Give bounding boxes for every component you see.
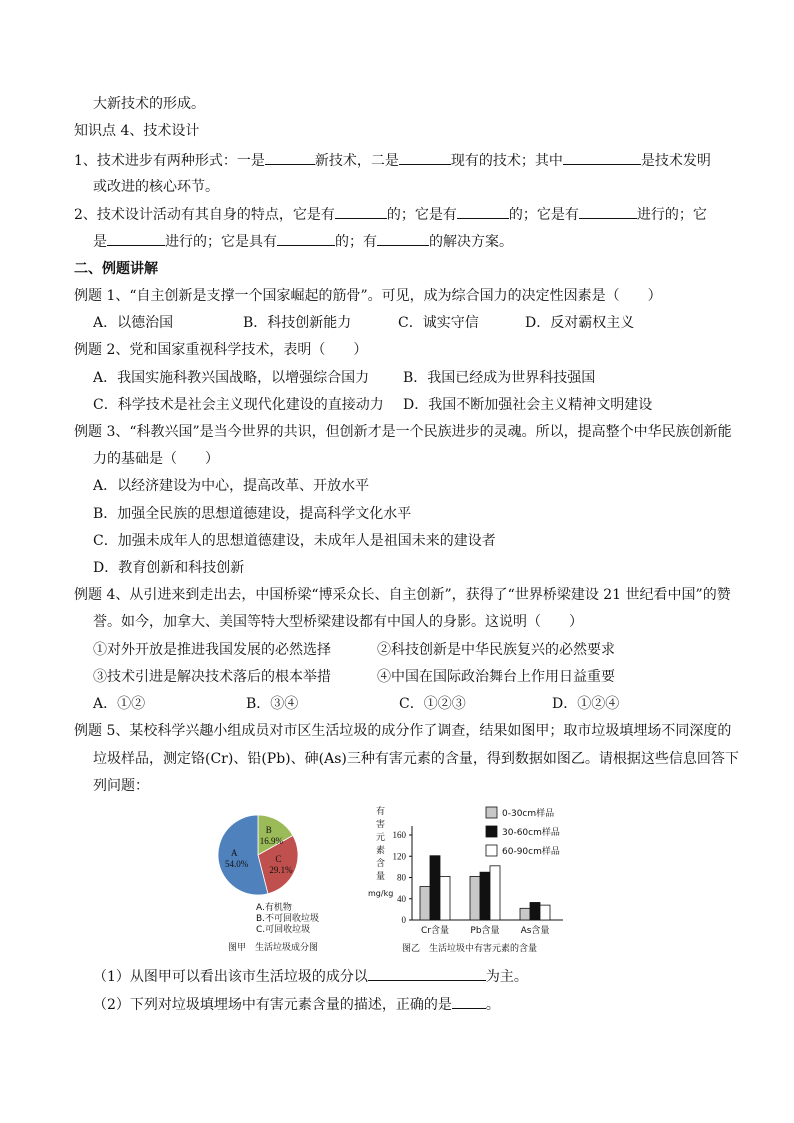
bar-ylabel-char: 量 (376, 872, 386, 882)
bar-ylabel-char: 有 (376, 807, 386, 817)
bar-category-label: Pb含量 (470, 926, 500, 936)
q2-blank-5[interactable] (277, 232, 335, 246)
ex1-option-c[interactable]: C．诚实守信 (398, 315, 479, 331)
bar-caption: 图乙 生活垃圾中有害元素的含量 (402, 944, 538, 954)
ex3-option-b[interactable]: B．加强全民族的思想道德建设，提高科学文化水平 (93, 506, 412, 522)
q1-text-4: 是技术发明 (640, 153, 711, 169)
q1-blank-2[interactable] (399, 151, 451, 165)
ex5-sub1-text-b: 为主。 (485, 969, 528, 985)
bar-mark (490, 866, 500, 920)
pie-chart (218, 806, 368, 956)
bar-y-tick-label: 0 (401, 915, 406, 925)
bar-mark (480, 872, 490, 920)
bar-legend-label: 30-60cm样品 (502, 828, 560, 838)
ex1-option-d[interactable]: D．反对霸权主义 (525, 315, 635, 331)
ex4-option-a[interactable]: A．①② (93, 696, 146, 712)
q2-blank-4[interactable] (107, 232, 165, 246)
ex5-sub2-blank[interactable] (452, 995, 486, 1009)
pie-label-a: A (230, 847, 238, 858)
q2-cont-2: 进行的；它是具有 (165, 234, 277, 250)
bar-ylabel-char: 含 (376, 859, 386, 869)
ex1-option-b[interactable]: B．科技创新能力 (243, 315, 352, 331)
ex4-item-3: ③技术引进是解决技术落后的根本举措 (93, 669, 331, 685)
q2-blank-6[interactable] (377, 232, 429, 246)
pie-label-b: B (265, 824, 272, 835)
ex5-sub1-blank[interactable] (368, 967, 486, 981)
ex4-stem: 例题 4、从引进来到走出去，中国桥梁“博采众长、自主创新”，获得了“世界桥梁建设 21 世纪看中国”的赞 (74, 587, 731, 603)
ex5-sub2-end: 。 (485, 997, 500, 1013)
ex4-item-1: ①对外开放是推进我国发展的必然选择 (93, 642, 331, 658)
ex4-option-c[interactable]: C．①②③ (399, 696, 466, 712)
intro-line: 大新技术的形成。 (93, 96, 205, 112)
bar-y-tick-label: 120 (392, 851, 406, 862)
ex4-stem-cont: 誉。如今，加拿大、美国等特大型桥梁建设都有中国人的身影。这说明（ ） (93, 614, 583, 630)
ex1-stem: 例题 1、“自主创新是支撑一个国家崛起的筋骨”。可见，成为综合国力的决定性因素是（ ） (74, 288, 662, 304)
bar-legend-swatch (486, 826, 497, 837)
q2-cont-3: 的；有 (335, 234, 377, 250)
ex5-sub2 (93, 995, 500, 1014)
ex5-sub2-text: （2）下列对垃圾填埋场中有害元素含量的描述，正确的是 (93, 997, 452, 1013)
ex5-sub1-text-a: （1）从图甲可以看出该市生活垃圾的成分以 (93, 969, 368, 985)
q1-text-3: 现有的技术；其中 (450, 153, 563, 169)
q1-blank-3[interactable] (563, 151, 641, 165)
ex2-option-d[interactable]: D．我国不断加强社会主义精神文明建设 (403, 397, 653, 413)
q2-text-4: 进行的；它 (636, 207, 707, 223)
pie-legend-a: A.有机物 (256, 903, 292, 913)
ex2-stem: 例题 2、党和国家重视科学技术，表明（ ） (74, 342, 368, 358)
q1-line (74, 151, 711, 170)
bar-mark (420, 887, 430, 920)
bar-legend-swatch (486, 845, 497, 856)
bar-category-label: As含量 (520, 926, 550, 936)
q1-text-2: 新技术，二是 (314, 153, 399, 169)
ex3-option-c[interactable]: C．加强未成年人的思想道德建设，未成年人是祖国未来的建设者 (93, 533, 496, 549)
ex5-stem: 例题 5、某校科学兴趣小组成员对市区生活垃圾的成分作了调查，结果如图甲；取市垃圾填埋场不同深度的 (74, 723, 732, 739)
q1-cont: 或改进的核心环节。 (93, 179, 219, 195)
q2-cont-4: 的解决方案。 (429, 234, 513, 250)
q2-blank-3[interactable] (579, 205, 637, 219)
bar-y-tick-label: 80 (397, 872, 406, 883)
q2-text-2: 的；它是有 (386, 207, 457, 223)
bar-mark (530, 902, 540, 920)
ex4-option-d[interactable]: D．①②④ (552, 696, 620, 712)
ex2-option-b[interactable]: B．我国已经成为世界科技强国 (403, 370, 596, 386)
bar-legend-label: 0-30cm样品 (502, 809, 555, 819)
ex5-sub1 (93, 967, 528, 986)
q2-blank-2[interactable] (457, 205, 509, 219)
bar-ylabel-char: 元 (376, 833, 386, 843)
ex3-option-d[interactable]: D．教育创新和科技创新 (93, 560, 245, 576)
ex3-stem: 例题 3、“科教兴国”是当今世界的共识，但创新才是一个民族进步的灵魂。所以，提高整个中华民族创新能 (74, 424, 732, 440)
ex3-stem-cont: 力的基础是（ ） (93, 451, 219, 467)
kp4-title: 知识点 4、技术设计 (74, 123, 200, 139)
bar-legend-swatch (486, 807, 497, 818)
ex4-option-b[interactable]: B．③④ (246, 696, 299, 712)
q2-cont (93, 232, 513, 251)
bar-mark (470, 876, 480, 920)
q2-cont-1: 是 (93, 234, 107, 250)
q2-text-1: 2、技术设计活动有其自身的特点，它是有 (74, 207, 335, 223)
q1-text-1: 1、技术进步有两种形式：一是 (74, 153, 265, 169)
ex5-stem-cont-2: 列问题： (93, 778, 149, 794)
pie-value-a: 54.0% (224, 858, 249, 869)
q2-line (74, 205, 707, 224)
pie-value-c: 29.1% (269, 865, 293, 876)
pie-caption: 图甲 生活垃圾成分图 (228, 943, 319, 953)
ex2-option-c[interactable]: C．科学技术是社会主义现代化建设的直接动力 (93, 397, 384, 413)
ex4-item-2: ②科技创新是中华民族复兴的必然要求 (377, 642, 615, 658)
bar-y-tick-label: 40 (397, 893, 406, 904)
bar-mark (520, 908, 530, 920)
bar-mark (430, 856, 440, 920)
pie-value-b: 16.9% (259, 835, 283, 846)
bar-category-label: Cr含量 (421, 926, 449, 936)
pie-legend-c: C.可回收垃圾 (256, 925, 311, 935)
bar-y-tick-label: 160 (392, 830, 406, 840)
bar-mark (440, 876, 450, 920)
ex3-option-a[interactable]: A．以经济建设为中心，提高改革、开放水平 (93, 478, 370, 494)
section-title: 二、例题讲解 (74, 261, 158, 277)
q2-blank-1[interactable] (335, 205, 387, 219)
bar-ylabel-char: 害 (376, 820, 386, 830)
ex4-item-4: ④中国在国际政治舞台上作用日益重要 (377, 669, 615, 685)
ex5-stem-cont: 垃圾样品，测定铬(Cr)、铅(Pb)、砷(As)三种有害元素的含量，得到数据如图乙。请根据这些信息回答下 (93, 751, 739, 767)
q1-blank-1[interactable] (265, 151, 315, 165)
q2-text-3: 的；它是有 (508, 207, 579, 223)
bar-chart (368, 800, 600, 958)
bar-y-unit: mg/kg (368, 889, 394, 898)
pie-legend-b: B.不可回收垃圾 (256, 914, 320, 924)
ex1-option-a[interactable]: A．以德治国 (93, 315, 174, 331)
pie-label-c: C (275, 854, 282, 865)
bar-ylabel-char: 素 (376, 846, 386, 856)
ex2-option-a[interactable]: A．我国实施科教兴国战略，以增强综合国力 (93, 370, 370, 386)
bar-mark (540, 905, 550, 920)
bar-legend-label: 60-90cm样品 (502, 847, 560, 857)
